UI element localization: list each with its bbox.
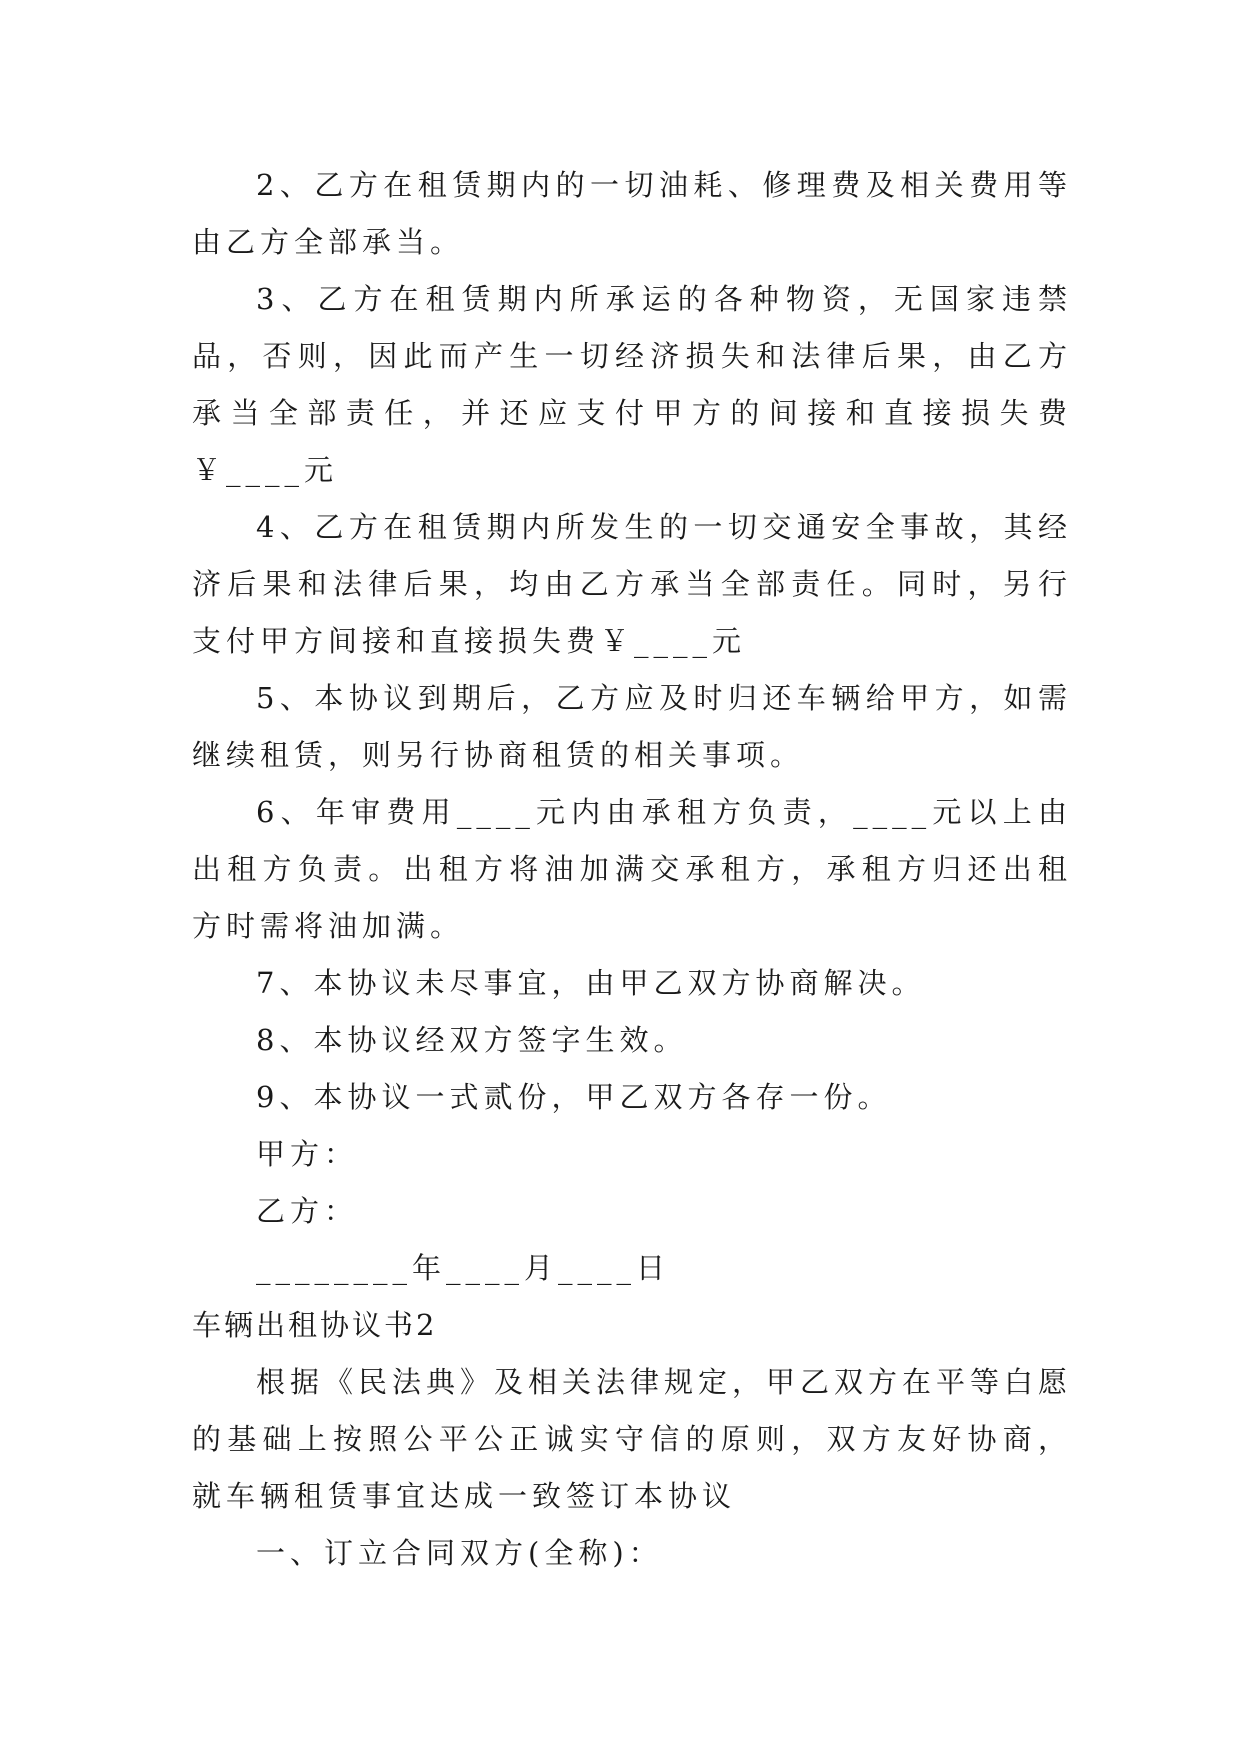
clause-8-paragraph: 8、本协议经双方签字生效。 bbox=[256, 1023, 688, 1057]
date-line: ________年____月____日 bbox=[256, 1251, 671, 1285]
clause-7-paragraph: 7、本协议未尽事宜，由甲乙双方协商解决。 bbox=[256, 966, 926, 1000]
clause-9-paragraph: 9、本协议一式贰份，甲乙双方各存一份。 bbox=[256, 1080, 892, 1114]
clause-4-paragraph: 4、乙方在租赁期内所发生的一切交通安全事故，其经济后果和法律后果，均由乙方承当全部责任。同时，另行支付甲方间接和直接损失费￥____元 bbox=[192, 510, 1072, 658]
section-1-heading: 一、订立合同双方(全称)： bbox=[256, 1536, 663, 1570]
clause-6-paragraph: 6、年审费用____元内由承租方负责，____元以上由出租方负责。出租方将油加满交承租方，承租方归还出租方时需将油加满。 bbox=[192, 795, 1072, 943]
agreement-2-intro: 根据《民法典》及相关法律规定，甲乙双方在平等白愿的基础上按照公平公正诚实守信的原则，双方友好协商，就车辆租赁事宜达成一致签订本协议 bbox=[192, 1365, 1073, 1513]
agreement-2-title: 车辆出租协议书2 bbox=[192, 1308, 438, 1342]
clause-3-paragraph: 3、乙方在租赁期内所承运的各种物资，无国家违禁品，否则，因此而产生一切经济损失和法律后果，由乙方承当全部责任，并还应支付甲方的间接和直接损失费￥____元 bbox=[192, 282, 1072, 487]
clause-5-paragraph: 5、本协议到期后，乙方应及时归还车辆给甲方，如需继续租赁，则另行协商租赁的相关事项。 bbox=[192, 681, 1072, 772]
party-a-signature-line: 甲方： bbox=[256, 1137, 359, 1171]
party-b-signature-line: 乙方： bbox=[256, 1194, 359, 1228]
document-body bbox=[192, 157, 1072, 1582]
clause-2-paragraph: 2、乙方在租赁期内的一切油耗、修理费及相关费用等由乙方全部承当。 bbox=[192, 168, 1072, 259]
